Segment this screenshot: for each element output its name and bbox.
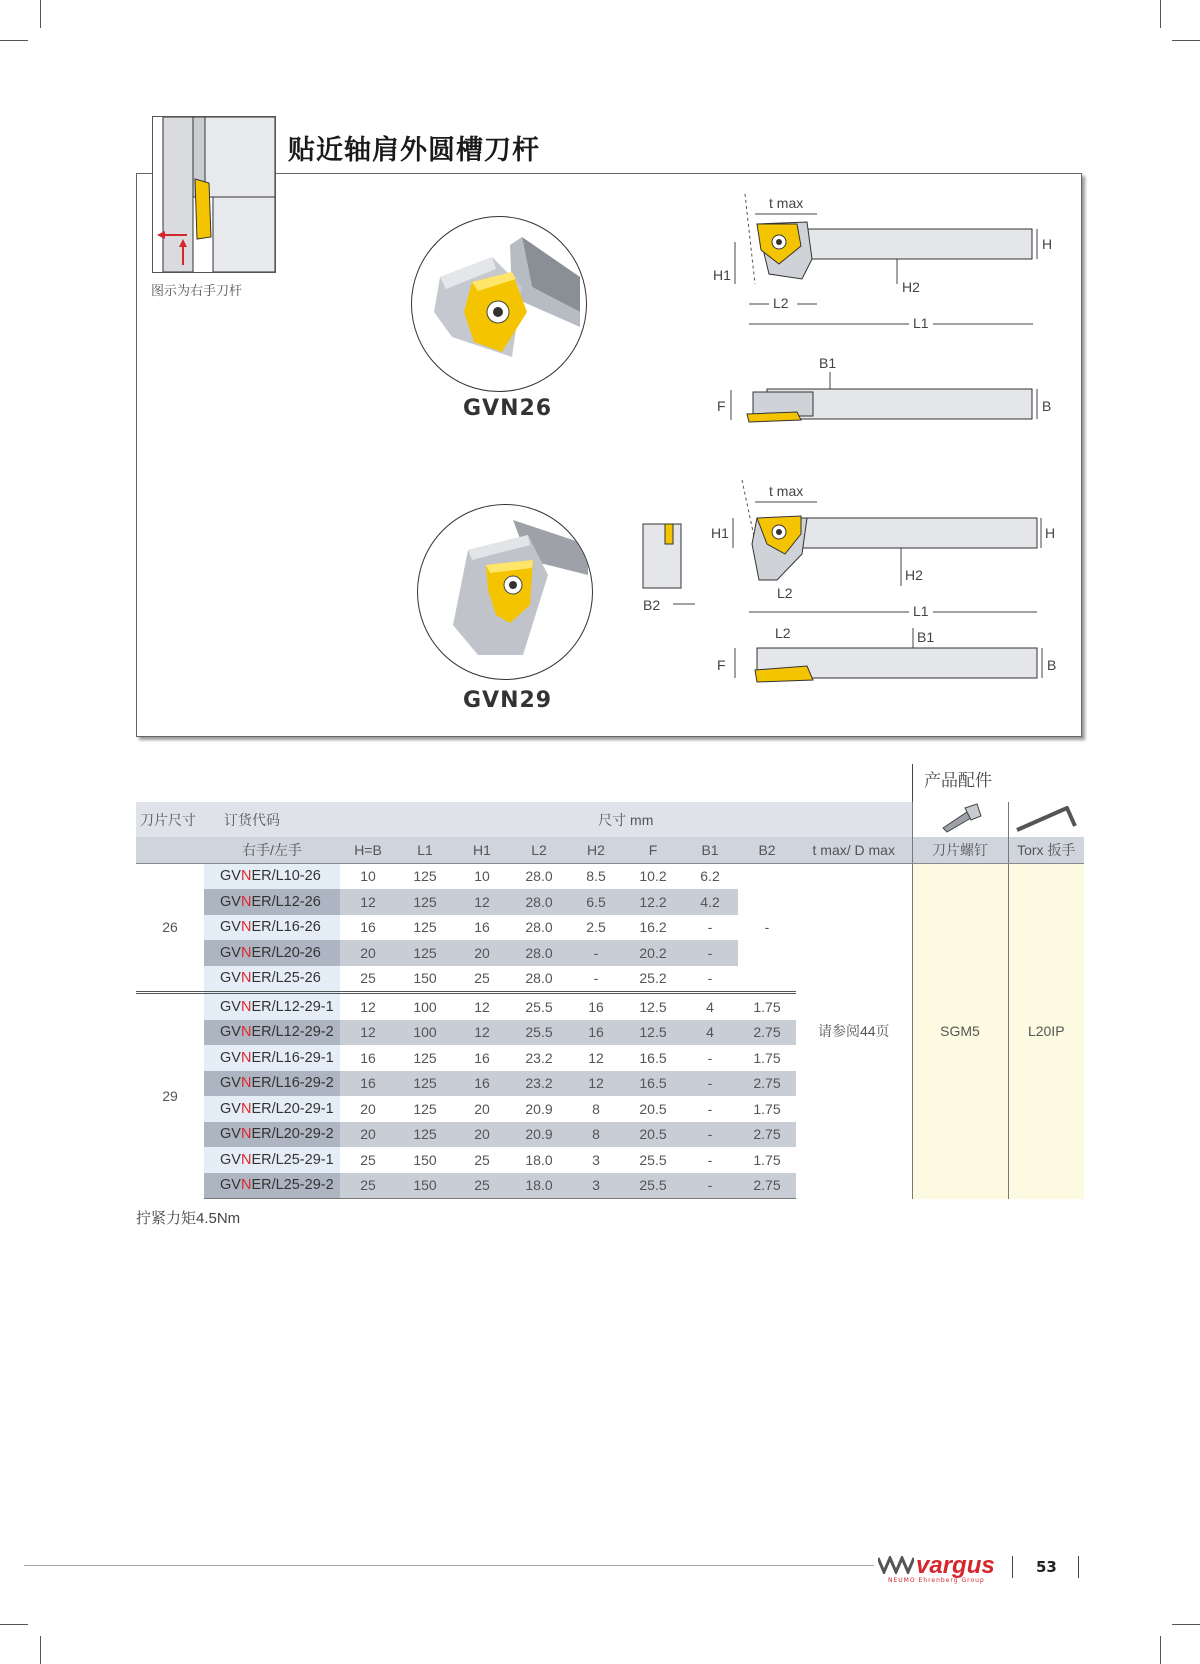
- cell-hb: 25: [340, 1147, 396, 1173]
- cell-l1: 125: [396, 1122, 454, 1148]
- dim-h1: H1: [713, 267, 731, 283]
- cell-hb: 12: [340, 993, 396, 1020]
- cell-b1: -: [682, 1045, 738, 1071]
- cell-hb: 16: [340, 1045, 396, 1071]
- code-prefix: GV: [220, 919, 241, 936]
- cell-b1: -: [682, 1096, 738, 1122]
- cell-b1: -: [682, 1071, 738, 1097]
- cell-h2: -: [568, 966, 624, 993]
- col-dimensions: 尺寸 mm: [340, 802, 912, 837]
- cell-b1: -: [682, 1147, 738, 1173]
- code-suffix: ER/L16-26: [251, 919, 321, 936]
- hdr-l2: L2: [510, 837, 568, 863]
- dim-h2-29: H2: [905, 567, 923, 583]
- dim-b1-29: B1: [917, 629, 935, 645]
- cell-b1: -: [682, 1122, 738, 1148]
- footer-line: [24, 1565, 874, 1566]
- dim-f: F: [717, 398, 726, 414]
- cell-l1: 125: [396, 1045, 454, 1071]
- code-hand-letter: N: [240, 919, 252, 936]
- code-suffix: ER/L25-29-2: [251, 1177, 334, 1194]
- order-code-cell: [204, 1071, 340, 1097]
- dim-h: H: [1042, 236, 1053, 252]
- hdr-h1: H1: [454, 837, 510, 863]
- cell-b1: -: [682, 966, 738, 993]
- hdr-wrench: Torx 扳手: [1008, 837, 1084, 863]
- cell-h2: 8: [568, 1122, 624, 1148]
- cell-f: 12.5: [624, 993, 682, 1020]
- cell-f: 20.5: [624, 1096, 682, 1122]
- hdr-hb: H=B: [340, 837, 396, 863]
- cell-l1: 125: [396, 863, 454, 889]
- code-prefix: GV: [220, 1024, 241, 1041]
- order-code-cell: [204, 993, 340, 1020]
- hdr-h2: H2: [568, 837, 624, 863]
- torx-wrench-icon: [1008, 802, 1084, 837]
- dim-l2-29: L2: [777, 585, 793, 601]
- gvn29-top-drawing: [697, 602, 1077, 692]
- code-suffix: ER/L16-29-2: [251, 1075, 334, 1092]
- cell-h1: 12: [454, 993, 510, 1020]
- cell-h2: -: [568, 940, 624, 966]
- cell-h1: 12: [454, 1020, 510, 1046]
- cell-h2: 3: [568, 1147, 624, 1173]
- cell-b1: -: [682, 915, 738, 941]
- order-code-cell: [204, 1173, 340, 1199]
- cell-h1: 20: [454, 1122, 510, 1148]
- dim-h-29: H: [1045, 525, 1056, 541]
- code-prefix: GV: [220, 944, 241, 961]
- accessories-divider: [912, 764, 913, 804]
- cell-hb: 12: [340, 1020, 396, 1046]
- cell-l2: 28.0: [510, 889, 568, 915]
- dim-b2: B2: [643, 597, 661, 613]
- cell-h1: 25: [454, 1173, 510, 1199]
- order-code-cell: [204, 1096, 340, 1122]
- cell-h1: 16: [454, 1071, 510, 1097]
- vargus-logo-icon: [878, 1556, 914, 1578]
- tmax-note: 请参阅44页: [817, 1023, 890, 1039]
- hdr-screw: 刀片螺钉: [912, 837, 1008, 863]
- gvn26-top-drawing: [697, 354, 1077, 434]
- cell-h1: 10: [454, 863, 510, 889]
- cell-b2: 1.75: [738, 993, 796, 1020]
- cell-l1: 125: [396, 1071, 454, 1097]
- tmax-note-cell: [796, 863, 912, 1199]
- hdr-b1: B1: [682, 837, 738, 863]
- code-prefix: GV: [220, 1049, 241, 1066]
- code-suffix: ER/L20-29-1: [251, 1100, 334, 1117]
- cell-b1: 4: [682, 993, 738, 1020]
- cell-hb: 25: [340, 1173, 396, 1199]
- cell-b2: 1.75: [738, 1045, 796, 1071]
- cell-h2: 8.5: [568, 863, 624, 889]
- page-title: 贴近轴肩外圆槽刀杆: [288, 135, 540, 166]
- insert-size-cell: 29: [136, 993, 204, 1199]
- cell-l2: 23.2: [510, 1045, 568, 1071]
- cell-l2: 23.2: [510, 1071, 568, 1097]
- code-hand-letter: N: [240, 1177, 252, 1194]
- code-hand-letter: N: [240, 868, 252, 885]
- cell-h1: 25: [454, 966, 510, 993]
- col-order-code: 订货代码: [204, 802, 340, 837]
- vargus-logo: vargus: [916, 1552, 995, 1579]
- col-insert-size: 刀片尺寸: [136, 802, 204, 837]
- code-prefix: GV: [220, 868, 241, 885]
- dim-l1: L1: [913, 315, 929, 331]
- crop-mark: [1172, 40, 1200, 41]
- code-suffix: ER/L20-29-2: [251, 1126, 334, 1143]
- tmax-label-29: t max: [769, 483, 804, 499]
- gvn29-insert-illustration: [417, 504, 593, 680]
- cell-l2: 20.9: [510, 1122, 568, 1148]
- cell-b2: 2.75: [738, 1071, 796, 1097]
- crop-mark: [40, 1636, 41, 1664]
- cell-b2: 1.75: [738, 1096, 796, 1122]
- screw-icon: [912, 802, 1008, 837]
- cell-h2: 3: [568, 1173, 624, 1199]
- crop-mark: [0, 40, 28, 41]
- insert-size-cell: 26: [136, 863, 204, 993]
- order-code-cell: [204, 966, 340, 993]
- footer-divider: [1078, 1556, 1079, 1578]
- crop-mark: [1160, 0, 1161, 28]
- cell-l2: 18.0: [510, 1173, 568, 1199]
- cell-h1: 12: [454, 889, 510, 915]
- cell-l2: 25.5: [510, 993, 568, 1020]
- cell-h1: 25: [454, 1147, 510, 1173]
- code-suffix: ER/L16-29-1: [251, 1049, 334, 1066]
- cell-f: 20.2: [624, 940, 682, 966]
- spec-table: [136, 802, 1084, 1199]
- table-row: [136, 863, 1084, 889]
- cell-h2: 6.5: [568, 889, 624, 915]
- cell-f: 25.5: [624, 1173, 682, 1199]
- cell-l1: 100: [396, 1020, 454, 1046]
- cell-b1: -: [682, 940, 738, 966]
- torque-note: 拧紧力矩4.5Nm: [136, 1210, 241, 1227]
- code-hand-letter: N: [240, 970, 252, 987]
- cell-l2: 28.0: [510, 863, 568, 889]
- cell-f: 25.5: [624, 1147, 682, 1173]
- dim-l2-29-top: L2: [775, 625, 791, 641]
- screw-cell: SGM5: [912, 863, 1008, 1199]
- diagram-frame: [136, 173, 1082, 737]
- dim-l1-29: L1: [913, 603, 929, 619]
- order-code-cell: [204, 1045, 340, 1071]
- vargus-logo-subtitle: NEUMO Ehrenberg Group: [888, 1577, 985, 1584]
- cell-f: 16.5: [624, 1071, 682, 1097]
- code-suffix: ER/L20-26: [251, 944, 321, 961]
- cell-hb: 12: [340, 889, 396, 915]
- cell-hb: 20: [340, 1096, 396, 1122]
- cell-l1: 125: [396, 915, 454, 941]
- cell-b2: 2.75: [738, 1122, 796, 1148]
- cell-h2: 12: [568, 1045, 624, 1071]
- order-code-cell: [204, 940, 340, 966]
- cell-l1: 100: [396, 993, 454, 1020]
- cell-b2: 2.75: [738, 1173, 796, 1199]
- dim-f-29: F: [717, 657, 726, 673]
- dim-h2: H2: [902, 279, 920, 295]
- code-hand-letter: N: [240, 1024, 252, 1041]
- right-hand-inset: [152, 116, 276, 273]
- cell-h2: 8: [568, 1096, 624, 1122]
- cell-hb: 25: [340, 966, 396, 993]
- cell-hb: 20: [340, 1122, 396, 1148]
- cell-f: 12.5: [624, 1020, 682, 1046]
- dim-b1: B1: [819, 355, 837, 371]
- gvn26-insert-illustration: [411, 216, 587, 392]
- code-suffix: ER/L10-26: [251, 868, 321, 885]
- crop-mark: [1160, 1636, 1161, 1664]
- cell-h1: 16: [454, 1045, 510, 1071]
- cell-f: 10.2: [624, 863, 682, 889]
- footer-divider: [1012, 1556, 1013, 1578]
- crop-mark: [1172, 1624, 1200, 1625]
- cell-f: 16.5: [624, 1045, 682, 1071]
- code-prefix: GV: [220, 1075, 241, 1092]
- crop-mark: [40, 0, 41, 28]
- order-code-cell: [204, 1122, 340, 1148]
- cell-h2: 12: [568, 1071, 624, 1097]
- code-prefix: GV: [220, 1177, 241, 1194]
- gvn29-label: GVN29: [463, 688, 553, 713]
- code-hand-letter: N: [240, 944, 252, 961]
- code-suffix: ER/L12-29-1: [251, 998, 334, 1015]
- cell-h2: 16: [568, 993, 624, 1020]
- code-prefix: GV: [220, 1126, 241, 1143]
- code-suffix: ER/L12-26: [251, 893, 321, 910]
- cell-b2-shared: -: [738, 863, 796, 993]
- dim-l2: L2: [773, 295, 789, 311]
- cell-h1: 16: [454, 915, 510, 941]
- cell-l2: 28.0: [510, 915, 568, 941]
- order-code-cell: [204, 863, 340, 889]
- cell-l2: 20.9: [510, 1096, 568, 1122]
- code-hand-letter: N: [240, 893, 252, 910]
- code-prefix: GV: [220, 998, 241, 1015]
- page-number: 53: [1036, 1558, 1057, 1576]
- hdr-tmax: t max/ D max: [796, 837, 912, 863]
- code-suffix: ER/L12-29-2: [251, 1024, 334, 1041]
- code-hand-letter: N: [240, 998, 252, 1015]
- cell-h1: 20: [454, 940, 510, 966]
- code-prefix: GV: [220, 1100, 241, 1117]
- cell-l1: 150: [396, 966, 454, 993]
- cell-b2: 1.75: [738, 1147, 796, 1173]
- dim-h1-29: H1: [711, 525, 729, 541]
- code-suffix: ER/L25-26: [251, 970, 321, 987]
- crop-mark: [0, 1624, 28, 1625]
- cell-h1: 20: [454, 1096, 510, 1122]
- code-prefix: GV: [220, 1151, 241, 1168]
- hdr-l1: L1: [396, 837, 454, 863]
- code-prefix: GV: [220, 893, 241, 910]
- accessories-heading: 产品配件: [924, 771, 992, 791]
- dim-b: B: [1042, 398, 1052, 414]
- cell-b1: -: [682, 1173, 738, 1199]
- order-code-cell: [204, 915, 340, 941]
- code-hand-letter: N: [240, 1049, 252, 1066]
- hdr-b2: B2: [738, 837, 796, 863]
- code-hand-letter: N: [240, 1100, 252, 1117]
- cell-h2: 16: [568, 1020, 624, 1046]
- gvn26-label: GVN26: [463, 396, 553, 421]
- code-prefix: GV: [220, 970, 241, 987]
- cell-b2: 2.75: [738, 1020, 796, 1046]
- cell-hb: 16: [340, 915, 396, 941]
- order-code-cell: [204, 1020, 340, 1046]
- code-hand-letter: N: [240, 1075, 252, 1092]
- hdr-blank: [136, 837, 204, 863]
- cell-hb: 20: [340, 940, 396, 966]
- hdr-hand: 右手/左手: [204, 837, 340, 863]
- cell-l2: 28.0: [510, 940, 568, 966]
- order-code-cell: [204, 1147, 340, 1173]
- wrench-cell: L20IP: [1008, 863, 1084, 1199]
- tmax-label: t max: [769, 195, 804, 211]
- cell-l1: 150: [396, 1173, 454, 1199]
- cell-f: 20.5: [624, 1122, 682, 1148]
- cell-l1: 125: [396, 1096, 454, 1122]
- cell-b1: 6.2: [682, 863, 738, 889]
- dim-b-29: B: [1047, 657, 1057, 673]
- cell-f: 12.2: [624, 889, 682, 915]
- cell-f: 25.2: [624, 966, 682, 993]
- cell-b1: 4.2: [682, 889, 738, 915]
- code-suffix: ER/L25-29-1: [251, 1151, 334, 1168]
- gvn26-side-drawing: [697, 184, 1077, 334]
- gvn29-side-drawing: [697, 474, 1077, 604]
- cell-l2: 25.5: [510, 1020, 568, 1046]
- cell-b1: 4: [682, 1020, 738, 1046]
- cell-h2: 2.5: [568, 915, 624, 941]
- table-header-row-1: [136, 802, 1084, 837]
- code-hand-letter: N: [240, 1126, 252, 1143]
- inset-caption: 图示为右手刀杆: [151, 284, 243, 299]
- cell-l1: 150: [396, 1147, 454, 1173]
- cell-l1: 125: [396, 889, 454, 915]
- cell-l2: 18.0: [510, 1147, 568, 1173]
- cell-hb: 10: [340, 863, 396, 889]
- order-code-cell: [204, 889, 340, 915]
- hdr-f: F: [624, 837, 682, 863]
- cell-hb: 16: [340, 1071, 396, 1097]
- cell-l2: 28.0: [510, 966, 568, 993]
- cell-f: 16.2: [624, 915, 682, 941]
- cell-l1: 125: [396, 940, 454, 966]
- table-header-row-2: [136, 837, 1084, 863]
- code-hand-letter: N: [240, 1151, 252, 1168]
